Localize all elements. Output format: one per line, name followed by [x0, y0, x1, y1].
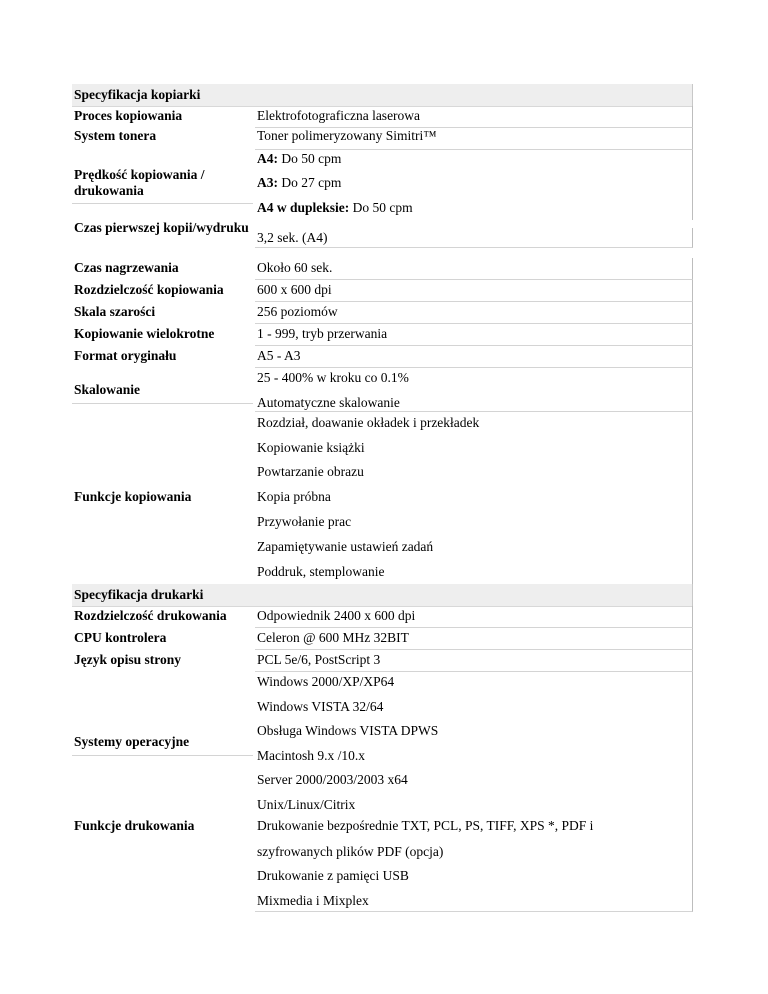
row-value-scale: Automatyczne skalowanie — [257, 395, 400, 410]
copy-function-item: Poddruk, stemplowanie — [257, 564, 385, 579]
copy-function-item: Przywołanie prac — [257, 514, 352, 529]
speed-a4-prefix: A4: — [257, 151, 278, 166]
os-item: Windows 2000/XP/XP64 — [257, 674, 395, 689]
speed-duplex-prefix: A4 w dupleksie: — [257, 200, 350, 215]
section-title: Specyfikacja drukarki — [74, 587, 204, 602]
speed-a4-value: Do 50 cpm — [278, 151, 342, 166]
row-label-gray: Skala szarości — [74, 304, 156, 319]
speed-duplex-value: Do 50 cpm — [349, 200, 413, 215]
section-header-printer — [72, 584, 693, 607]
row-value-print-resolution: Odpowiednik 2400 x 600 dpi — [257, 608, 416, 623]
row-label-print-functions: Funkcje drukowania — [74, 818, 195, 833]
row-label-copy-functions: Funkcje kopiowania — [74, 489, 192, 504]
row-value-resolution: 600 x 600 dpi — [257, 282, 332, 297]
row-label-speed: Prędkość kopiowania / drukowania — [74, 167, 205, 198]
row-label-resolution: Rozdzielczość kopiowania — [74, 282, 224, 297]
os-item: Macintosh 9.x /10.x — [257, 748, 365, 763]
row-value-format: A5 - A3 — [257, 348, 301, 363]
copy-function-item: Zapamiętywanie ustawień zadań — [257, 539, 434, 554]
row-value-first-copy: 3,2 sek. (A4) — [257, 230, 328, 245]
print-function-item: Drukowanie bezpośrednie TXT, PCL, PS, TIFF, XPS *, PDF i — [257, 818, 594, 833]
os-item: Unix/Linux/Citrix — [257, 797, 356, 812]
section-title: Specyfikacja kopiarki — [74, 87, 201, 102]
print-function-item: Drukowanie z pamięci USB — [257, 868, 409, 883]
copy-function-item: Powtarzanie obrazu — [257, 464, 364, 479]
row-value-gray: 256 poziomów — [257, 304, 338, 319]
copy-function-item: Kopia próbna — [257, 489, 331, 504]
row-label-format: Format oryginału — [74, 348, 177, 363]
row-value-proces: Elektrofotograficzna laserowa — [257, 108, 421, 123]
row-value-cpu: Celeron @ 600 MHz 32BIT — [257, 630, 409, 645]
copy-function-item: Rozdział, doawanie okładek i przekładek — [257, 415, 480, 430]
row-label-os: Systemy operacyjne — [74, 734, 190, 749]
os-item: Server 2000/2003/2003 x64 — [257, 772, 408, 787]
print-function-item: Mixmedia i Mixplex — [257, 893, 369, 908]
row-value-speed-a4 — [257, 151, 341, 167]
row-label-multi: Kopiowanie wielokrotne — [74, 326, 215, 341]
row-label-warmup: Czas nagrzewania — [74, 260, 179, 275]
row-value-warmup: Około 60 sek. — [257, 260, 333, 275]
row-label-cpu: CPU kontrolera — [74, 630, 167, 645]
row-value-pdl: PCL 5e/6, PostScript 3 — [257, 652, 381, 667]
os-item: Obsługa Windows VISTA DPWS — [257, 723, 439, 738]
row-value-scale: 25 - 400% w kroku co 0.1% — [257, 370, 409, 385]
copy-function-item: Kopiowanie książki — [257, 440, 365, 455]
row-label-print-resolution: Rozdzielczość drukowania — [74, 608, 227, 623]
row-value-multi: 1 - 999, tryb przerwania — [257, 326, 388, 341]
row-label-toner: System tonera — [74, 128, 157, 143]
row-label-first-copy: Czas pierwszej kopii/wydruku — [74, 220, 249, 235]
row-label-scale: Skalowanie — [74, 382, 141, 397]
row-label-proces: Proces kopiowania — [74, 108, 183, 123]
row-label-pdl: Język opisu strony — [74, 652, 182, 667]
row-value-speed-a3 — [257, 175, 341, 191]
section-header-copier — [72, 84, 693, 107]
row-value-speed-duplex — [257, 200, 413, 216]
speed-a3-prefix: A3: — [257, 175, 278, 190]
row-value-toner: Toner polimeryzowany Simitri™ — [257, 128, 437, 143]
os-item: Windows VISTA 32/64 — [257, 699, 384, 714]
speed-a3-value: Do 27 cpm — [278, 175, 342, 190]
print-function-item: szyfrowanych plików PDF (opcja) — [257, 844, 444, 859]
value-cell — [255, 346, 693, 368]
